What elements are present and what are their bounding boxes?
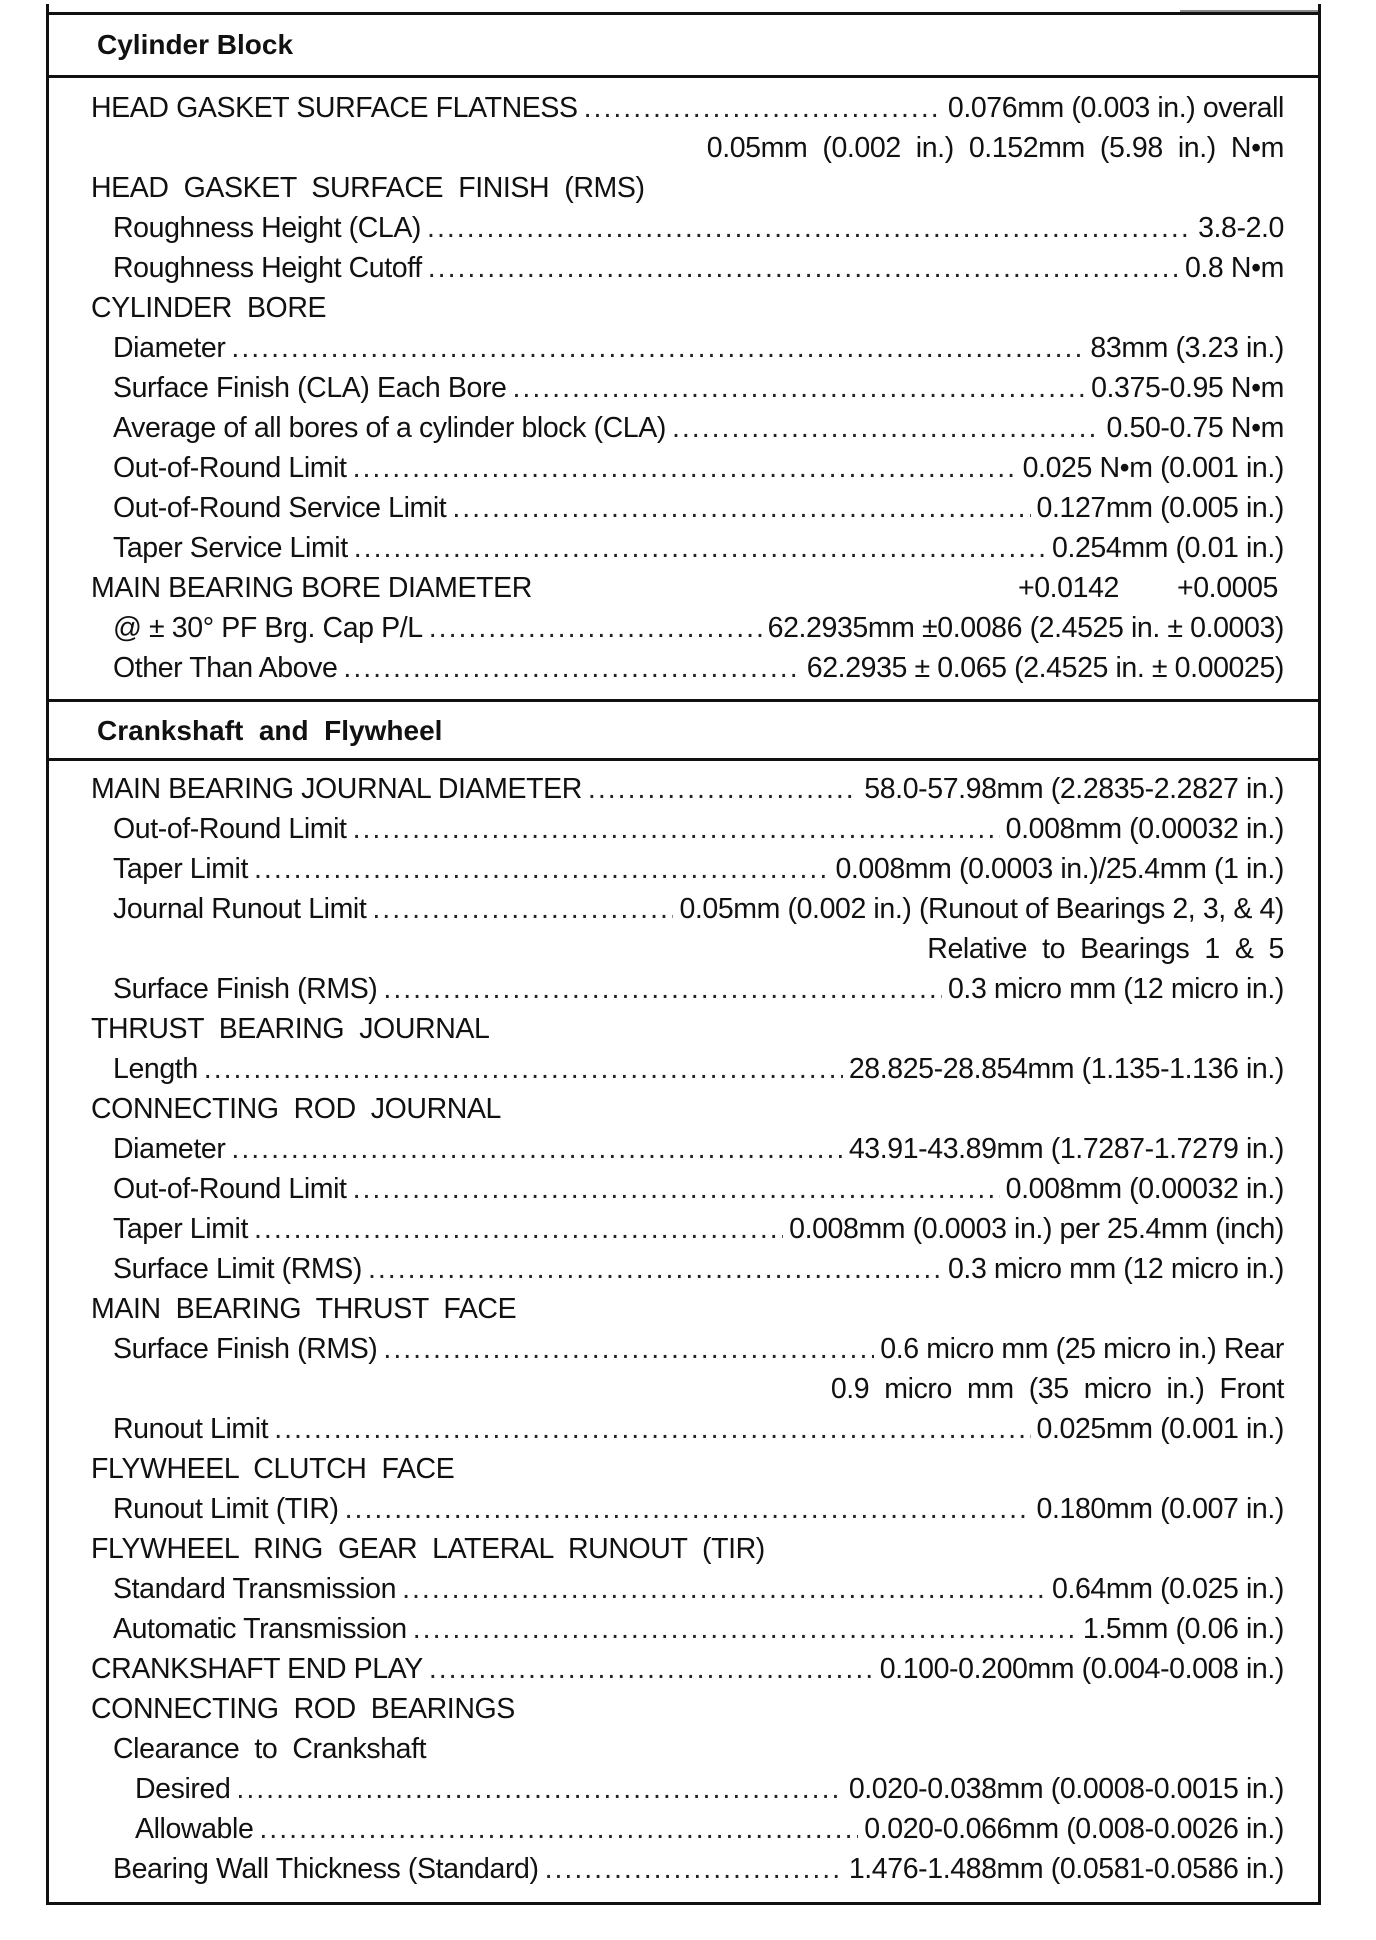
spec-value: 83mm (3.23 in.) bbox=[1090, 332, 1284, 364]
spec-row bbox=[91, 1049, 1284, 1089]
spec-value: 0.025 N•m (0.001 in.) bbox=[1022, 452, 1284, 484]
spec-group-heading bbox=[91, 1529, 1284, 1569]
spec-label: Automatic Transmission bbox=[113, 1613, 407, 1645]
spec-label: MAIN BEARING BORE DIAMETER bbox=[91, 572, 532, 604]
spec-label: Roughness Height Cutoff bbox=[113, 252, 422, 284]
spec-group-heading bbox=[91, 1449, 1284, 1489]
spec-row bbox=[91, 889, 1284, 929]
spec-row bbox=[91, 208, 1284, 248]
section-title-cylinder-block: Cylinder Block bbox=[49, 12, 1318, 78]
spec-row bbox=[91, 1769, 1284, 1809]
spec-label: Clearance to Crankshaft bbox=[113, 1733, 427, 1765]
spec-row bbox=[91, 328, 1284, 368]
spec-row bbox=[91, 368, 1284, 408]
spec-label: Taper Limit bbox=[113, 1213, 248, 1245]
spec-label: CRANKSHAFT END PLAY bbox=[91, 1653, 423, 1685]
spec-label: Desired bbox=[135, 1773, 231, 1805]
spec-label: Average of all bores of a cylinder block (CLA) bbox=[113, 412, 666, 444]
spec-row bbox=[91, 769, 1284, 809]
spec-value: 0.100-0.200mm (0.004-0.008 in.) bbox=[879, 1653, 1284, 1685]
spec-value: Relative to Bearings 1 & 5 bbox=[927, 933, 1284, 965]
spec-label: FLYWHEEL CLUTCH FACE bbox=[91, 1453, 455, 1485]
spec-row bbox=[91, 1169, 1284, 1209]
spec-value: 0.3 micro mm (12 micro in.) bbox=[947, 973, 1284, 1005]
spec-row bbox=[91, 1209, 1284, 1249]
spec-row bbox=[91, 488, 1284, 528]
spec-label: Diameter bbox=[113, 332, 226, 364]
spec-label: CONNECTING ROD BEARINGS bbox=[91, 1693, 515, 1725]
spec-value: 0.180mm (0.007 in.) bbox=[1036, 1493, 1284, 1525]
spec-label: Allowable bbox=[135, 1813, 254, 1845]
spec-label: CONNECTING ROD JOURNAL bbox=[91, 1093, 502, 1125]
spec-value: 0.64mm (0.025 in.) bbox=[1052, 1573, 1284, 1605]
spec-row bbox=[91, 408, 1284, 448]
spec-label: HEAD GASKET SURFACE FINISH (RMS) bbox=[91, 172, 645, 204]
spec-label: FLYWHEEL RING GEAR LATERAL RUNOUT (TIR) bbox=[91, 1533, 765, 1565]
spec-table bbox=[46, 4, 1321, 1905]
spec-value: 62.2935 ± 0.065 (2.4525 in. ± 0.00025) bbox=[806, 652, 1284, 684]
spec-value: 3.8-2.0 bbox=[1198, 212, 1284, 244]
spec-value: 62.2935mm ±0.0086 (2.4525 in. ± 0.0003) bbox=[767, 612, 1284, 644]
spec-label: Diameter bbox=[113, 1133, 226, 1165]
spec-value: 0.076mm (0.003 in.) overall bbox=[947, 92, 1284, 124]
spec-value: 1.476-1.488mm (0.0581-0.0586 in.) bbox=[848, 1853, 1284, 1885]
spec-value: 0.375-0.95 N•m bbox=[1091, 372, 1284, 404]
spec-subgroup-heading bbox=[91, 1729, 1284, 1769]
spec-label: @ ± 30° PF Brg. Cap P/L bbox=[113, 612, 423, 644]
spec-row bbox=[91, 1609, 1284, 1649]
spec-row bbox=[91, 1329, 1284, 1369]
spec-row bbox=[91, 608, 1284, 648]
spec-group-heading bbox=[91, 1089, 1284, 1129]
spec-label: Out-of-Round Service Limit bbox=[113, 492, 447, 524]
spec-group-heading bbox=[91, 288, 1284, 328]
spec-value: 1.5mm (0.06 in.) bbox=[1082, 1613, 1284, 1645]
spec-value: 28.825-28.854mm (1.135-1.136 in.) bbox=[848, 1053, 1284, 1085]
spec-row bbox=[91, 528, 1284, 568]
spec-label: Standard Transmission bbox=[113, 1573, 397, 1605]
spec-value: 0.9 micro mm (35 micro in.) Front bbox=[830, 1373, 1284, 1405]
spec-group-heading bbox=[91, 168, 1284, 208]
spec-row bbox=[91, 1809, 1284, 1849]
spec-row bbox=[91, 969, 1284, 1009]
spec-row bbox=[91, 849, 1284, 889]
spec-value: 0.05mm (0.002 in.) (Runout of Bearings 2, 3, & 4) bbox=[679, 893, 1284, 925]
spec-label: Other Than Above bbox=[113, 652, 338, 684]
spec-group-heading bbox=[91, 1289, 1284, 1329]
spec-label: Surface Finish (RMS) bbox=[113, 1333, 378, 1365]
spec-continuation bbox=[91, 1369, 1284, 1409]
spec-label: Surface Finish (CLA) Each Bore bbox=[113, 372, 507, 404]
spec-value: 0.025mm (0.001 in.) bbox=[1036, 1413, 1284, 1445]
spec-label: Journal Runout Limit bbox=[113, 893, 367, 925]
spec-continuation bbox=[91, 128, 1284, 168]
spec-row bbox=[91, 1249, 1284, 1289]
spec-value: 0.05mm (0.002 in.) 0.152mm (5.98 in.) N•m bbox=[706, 132, 1284, 164]
spec-label: Roughness Height (CLA) bbox=[113, 212, 422, 244]
spec-label: Runout Limit (TIR) bbox=[113, 1493, 339, 1525]
spec-value: 0.008mm (0.0003 in.) per 25.4mm (inch) bbox=[789, 1213, 1284, 1245]
spec-value: 58.0-57.98mm (2.2835-2.2827 in.) bbox=[864, 773, 1284, 805]
spec-label: Surface Finish (RMS) bbox=[113, 973, 378, 1005]
spec-value: 0.020-0.066mm (0.008-0.0026 in.) bbox=[864, 1813, 1284, 1845]
spec-value: 0.127mm (0.005 in.) bbox=[1036, 492, 1284, 524]
spec-group-heading bbox=[91, 1009, 1284, 1049]
spec-label: THRUST BEARING JOURNAL bbox=[91, 1013, 490, 1045]
spec-label: Length bbox=[113, 1053, 198, 1085]
spec-label: Runout Limit bbox=[113, 1413, 269, 1445]
spec-label: Out-of-Round Limit bbox=[113, 813, 347, 845]
spec-row bbox=[91, 1409, 1284, 1449]
spec-value: 0.8 N•m bbox=[1184, 252, 1284, 284]
spec-row bbox=[91, 1129, 1284, 1169]
spec-tolerance-upper: +0.0142 bbox=[1017, 572, 1119, 604]
spec-label: MAIN BEARING THRUST FACE bbox=[91, 1293, 517, 1325]
spec-label: Surface Limit (RMS) bbox=[113, 1253, 362, 1285]
spec-row bbox=[91, 88, 1284, 128]
section-cylinder-block bbox=[49, 78, 1318, 699]
spec-tolerance-lower: +0.0005 bbox=[1176, 572, 1278, 604]
spec-row bbox=[91, 1569, 1284, 1609]
spec-group-heading bbox=[91, 1689, 1284, 1729]
spec-label: HEAD GASKET SURFACE FLATNESS bbox=[91, 92, 578, 124]
spec-value: 0.008mm (0.00032 in.) bbox=[1005, 813, 1284, 845]
spec-row bbox=[91, 1489, 1284, 1529]
spec-value: 0.008mm (0.00032 in.) bbox=[1005, 1173, 1284, 1205]
spec-value: 0.020-0.038mm (0.0008-0.0015 in.) bbox=[848, 1773, 1284, 1805]
spec-label: Taper Limit bbox=[113, 853, 248, 885]
section-crankshaft-flywheel bbox=[49, 761, 1318, 1889]
spec-row bbox=[91, 568, 1284, 608]
spec-value: 0.008mm (0.0003 in.)/25.4mm (1 in.) bbox=[835, 853, 1284, 885]
spec-value: 0.6 micro mm (25 micro in.) Rear bbox=[880, 1333, 1284, 1365]
spec-label: Out-of-Round Limit bbox=[113, 1173, 347, 1205]
spec-row bbox=[91, 448, 1284, 488]
spec-value: 43.91-43.89mm (1.7287-1.7279 in.) bbox=[848, 1133, 1284, 1165]
spec-value: 0.50-0.75 N•m bbox=[1106, 412, 1284, 444]
spec-label: Bearing Wall Thickness (Standard) bbox=[113, 1853, 539, 1885]
section-title-crankshaft-flywheel: Crankshaft and Flywheel bbox=[49, 699, 1318, 761]
spec-label: MAIN BEARING JOURNAL DIAMETER bbox=[91, 773, 582, 805]
spec-row bbox=[91, 648, 1284, 688]
spec-continuation bbox=[91, 929, 1284, 969]
spec-row bbox=[91, 1849, 1284, 1889]
spec-label: Taper Service Limit bbox=[113, 532, 348, 564]
spec-row bbox=[91, 1649, 1284, 1689]
spec-value: 0.254mm (0.01 in.) bbox=[1052, 532, 1284, 564]
spec-label: CYLINDER BORE bbox=[91, 292, 327, 324]
spec-row bbox=[91, 809, 1284, 849]
spec-value: 0.3 micro mm (12 micro in.) bbox=[947, 1253, 1284, 1285]
spec-row bbox=[91, 248, 1284, 288]
spec-label: Out-of-Round Limit bbox=[113, 452, 347, 484]
